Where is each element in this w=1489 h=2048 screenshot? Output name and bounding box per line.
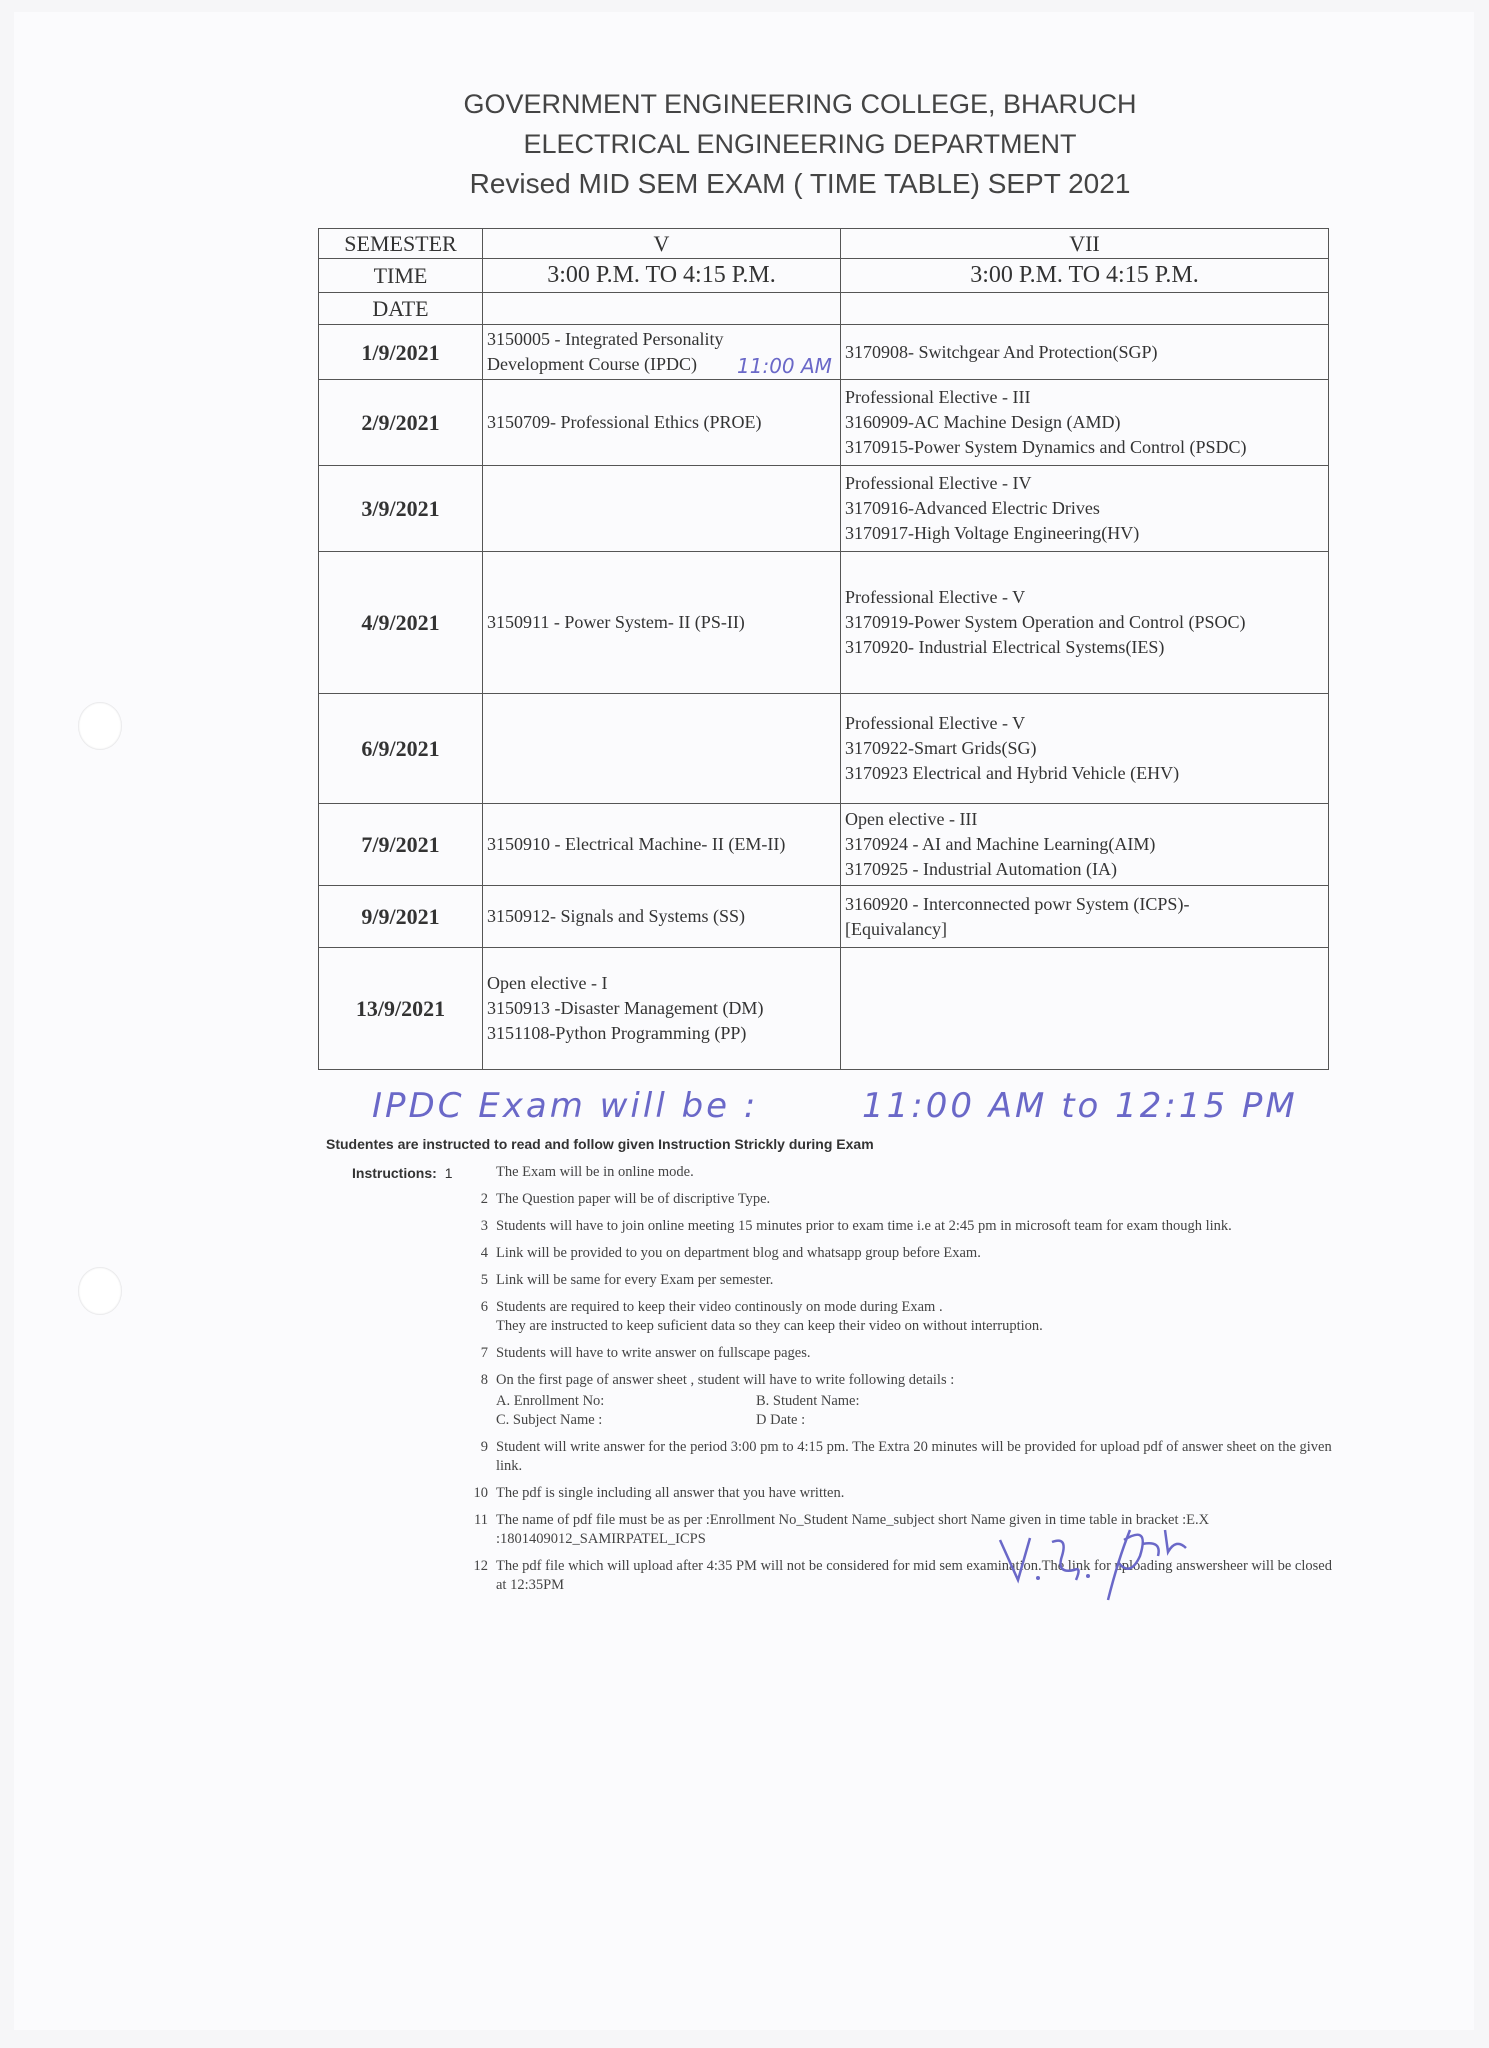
instruction-item — [470, 1344, 1340, 1363]
subject-line: [Equivalancy] — [845, 918, 947, 939]
subject-line: 3170925 - Industrial Automation (IA) — [845, 859, 1117, 879]
instruction-text: Students are required to keep their video continously on mode during Exam . — [496, 1299, 943, 1315]
subject-cell-vii — [841, 948, 1329, 1070]
subject-line: 3150913 -Disaster Management (DM) — [487, 998, 764, 1018]
subject-cell-vii — [841, 694, 1329, 804]
timetable-row — [319, 886, 1329, 948]
college-name: GOVERNMENT ENGINEERING COLLEGE, BHARUCH — [463, 89, 1137, 119]
instruction-item — [470, 1190, 1340, 1209]
instruction-item — [470, 1244, 1340, 1263]
handwritten-time: 11:00 AM — [737, 354, 832, 378]
instruction-text: The pdf file which will upload after 4:35 PM will not be considered for mid sem examination.The link for uploading answersheer will be closed at 12:35PM — [496, 1558, 1332, 1593]
subject-line: 3160920 - Interconnected powr System (ICPS)- — [845, 893, 1190, 914]
subject-line: Open elective - I — [487, 973, 608, 993]
subject-line: 3170924 - AI and Machine Learning(AIM) — [845, 834, 1156, 854]
subject-line: Development Course (IPDC) — [487, 354, 697, 374]
subject-line: Professional Elective - V — [845, 587, 1026, 607]
instruction-extra: They are instructed to keep suficient data so they can keep their video on without interruption. — [496, 1318, 1043, 1334]
exam-date: 1/9/2021 — [319, 325, 483, 380]
subject-line: 3170922-Smart Grids(SG) — [845, 738, 1037, 758]
handwritten-note-part2: 11:00 AM to 12:15 PM — [862, 1086, 1298, 1126]
instruction-number: 7 — [480, 1345, 488, 1361]
timetable-row — [319, 552, 1329, 694]
subject-cell-vii — [841, 552, 1329, 694]
instruction-number: 8 — [480, 1372, 488, 1388]
subject-line: 3170915-Power System Dynamics and Control (PSDC) — [845, 437, 1247, 457]
exam-date: 13/9/2021 — [319, 948, 483, 1070]
punch-hole — [78, 702, 122, 750]
instruction-item — [470, 1217, 1340, 1236]
subject-line: 3160909-AC Machine Design (AMD) — [845, 412, 1121, 432]
subject-line: Professional Elective - V — [845, 713, 1026, 733]
instruction-item — [470, 1271, 1340, 1290]
timetable — [318, 228, 1329, 1070]
time-vii: 3:00 P.M. TO 4:15 P.M. — [841, 259, 1329, 293]
instruction-item — [470, 1371, 1340, 1430]
subject-line: 3150911 - Power System- II (PS-II) — [487, 612, 745, 632]
detail-field-b: B. Student Name: — [756, 1393, 860, 1409]
exam-date: 7/9/2021 — [319, 804, 483, 886]
timetable-row — [319, 466, 1329, 552]
signature — [990, 1500, 1250, 1610]
subject-line: 3150005 - Integrated Personality — [487, 329, 724, 349]
instruction-number: 10 — [473, 1485, 488, 1501]
subject-line: 3150910 - Electrical Machine- II (EM-II) — [487, 834, 786, 854]
instruction-text: Student will write answer for the period 3:00 pm to 4:15 pm. The Extra 20 minutes will be provided for upload pdf of answer sheet on the given link. — [496, 1439, 1332, 1474]
instruction-number: 2 — [480, 1191, 488, 1207]
subject-cell-vii — [841, 886, 1329, 948]
subject-cell-vii — [841, 325, 1329, 380]
subject-cell-vii — [841, 466, 1329, 552]
exam-date: 4/9/2021 — [319, 552, 483, 694]
instruction-text: The Question paper will be of discriptive Type. — [496, 1191, 771, 1207]
instruction-number: 3 — [480, 1218, 488, 1234]
time-v: 3:00 P.M. TO 4:15 P.M. — [483, 259, 841, 293]
subject-line: 3150912- Signals and Systems (SS) — [487, 906, 746, 926]
timetable-row — [319, 948, 1329, 1070]
instruction-item — [470, 1298, 1340, 1336]
subject-cell-v — [483, 325, 841, 380]
handwritten-note-part1: IPDC Exam will be : — [372, 1086, 759, 1126]
detail-field-a: A. Enrollment No: — [496, 1393, 605, 1409]
subject-cell-v — [483, 552, 841, 694]
instruction-number: 11 — [474, 1512, 488, 1528]
subject-cell-v — [483, 886, 841, 948]
instruction-number: 4 — [480, 1245, 488, 1261]
exam-date: 2/9/2021 — [319, 380, 483, 466]
instruction-item — [470, 1163, 1340, 1182]
subject-line: 3170917-High Voltage Engineering(HV) — [845, 523, 1140, 543]
subject-cell-vii — [841, 804, 1329, 886]
exam-title: Revised MID SEM EXAM ( TIME TABLE) SEPT 2021 — [469, 168, 1131, 199]
timetable-row — [319, 694, 1329, 804]
punch-hole — [78, 1267, 122, 1315]
exam-date: 3/9/2021 — [319, 466, 483, 552]
instruction-text: The Exam will be in online mode. — [496, 1164, 694, 1180]
instructions-heading: Studentes are instructed to read and follow given Instruction Strickly during Exam — [326, 1136, 874, 1152]
instruction-text: The pdf is single including all answer that you have written. — [496, 1485, 845, 1501]
instruction-number: 9 — [480, 1439, 488, 1455]
instruction-number: 12 — [473, 1558, 488, 1574]
subject-line: 3150709- Professional Ethics (PROE) — [487, 412, 762, 432]
exam-date: 9/9/2021 — [319, 886, 483, 948]
semester-vii: VII — [841, 229, 1329, 259]
subject-line: 3170916-Advanced Electric Drives — [845, 498, 1100, 518]
handwritten-note — [372, 1086, 1422, 1132]
document-header — [420, 84, 1180, 204]
instruction-number: 5 — [480, 1272, 488, 1288]
instruction-number: 6 — [480, 1299, 488, 1315]
instruction-item — [470, 1438, 1340, 1476]
subject-cell-v — [483, 380, 841, 466]
subject-line: 3151108-Python Programming (PP) — [487, 1023, 747, 1043]
instruction-text: On the first page of answer sheet , student will have to write following details : — [496, 1372, 955, 1388]
semester-v: V — [483, 229, 841, 259]
subject-line: 3170923 Electrical and Hybrid Vehicle (EHV) — [845, 763, 1180, 783]
subject-cell-v — [483, 948, 841, 1070]
subject-line: Professional Elective - IV — [845, 473, 1032, 493]
subject-cell-vii — [841, 380, 1329, 466]
timetable-row — [319, 380, 1329, 466]
instruction-text: Link will be same for every Exam per semester. — [496, 1272, 774, 1288]
department-name: ELECTRICAL ENGINEERING DEPARTMENT — [523, 129, 1077, 159]
instruction-text: Students will have to join online meeting 15 minutes prior to exam time i.e at 2:45 pm in microsoft team for exam though link. — [496, 1218, 1232, 1234]
subject-line: Professional Elective - III — [845, 387, 1031, 407]
time-label: TIME — [319, 259, 483, 293]
instruction-text: The name of pdf file must be as per :Enrollment No_Student Name_subject short Name given in time table in bracket :E.X :1801409012_SAMIRPATEL_ICPS — [496, 1512, 1210, 1547]
subject-cell-v — [483, 804, 841, 886]
detail-field-c: C. Subject Name : — [496, 1412, 603, 1428]
instruction-number-first: 1 — [444, 1165, 453, 1181]
semester-label: SEMESTER — [319, 229, 483, 259]
answer-sheet-details — [496, 1392, 1340, 1430]
subject-line: 3170908- Switchgear And Protection(SGP) — [845, 341, 1158, 362]
exam-date: 6/9/2021 — [319, 694, 483, 804]
detail-field-d: D Date : — [756, 1412, 806, 1428]
subject-cell-v — [483, 466, 841, 552]
subject-line: 3170919-Power System Operation and Control (PSOC) — [845, 612, 1246, 632]
subject-line: Open elective - III — [845, 809, 978, 829]
date-label: DATE — [319, 293, 483, 325]
subject-cell-v — [483, 694, 841, 804]
instruction-text: Link will be provided to you on department blog and whatsapp group before Exam. — [496, 1245, 981, 1261]
instruction-text: Students will have to write answer on fullscape pages. — [496, 1345, 811, 1361]
subject-line: 3170920- Industrial Electrical Systems(IES) — [845, 637, 1165, 657]
timetable-row — [319, 804, 1329, 886]
instructions-label: Instructions: 1 — [352, 1165, 453, 1181]
timetable-row — [319, 325, 1329, 380]
